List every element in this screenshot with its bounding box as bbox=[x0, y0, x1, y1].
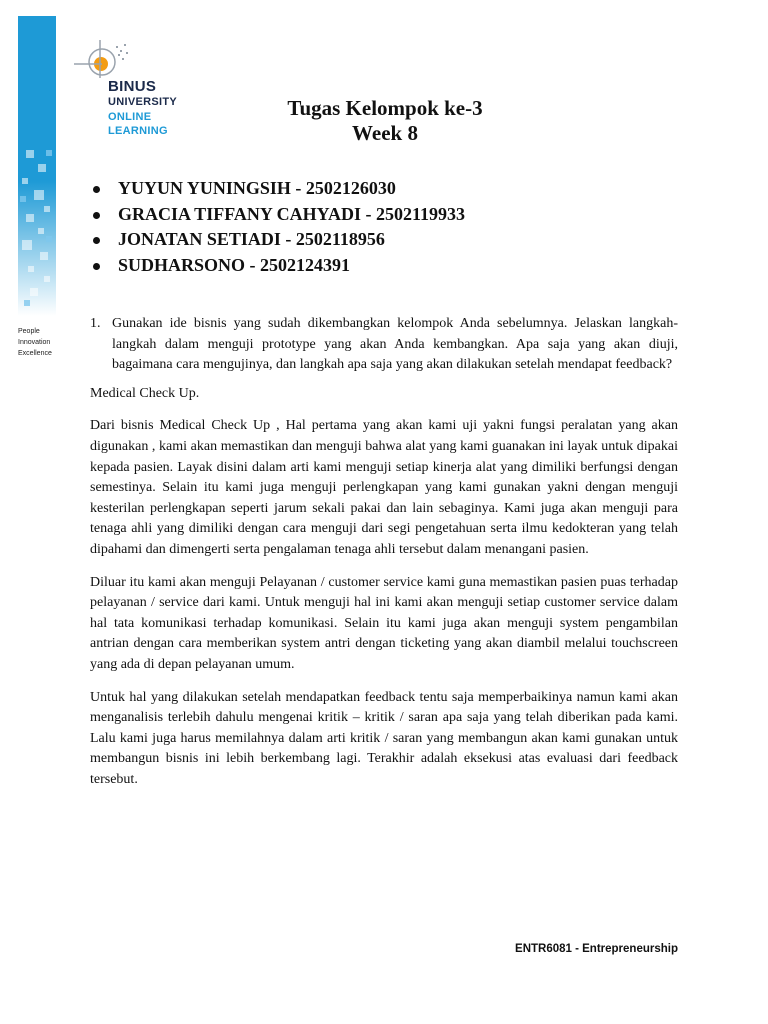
document-title bbox=[190, 96, 580, 146]
answer-paragraph: Diluar itu kami akan menguji Pelayanan / customer service kami guna memastikan pasien puas terhadap pelayanan / service dari kami. Untuk menguji hal ini kami akan menguji setiap customer service dalam hal tata komunikasi terhadap komunikasi. Selain itu kami juga akan menguji system pengambilan antrian dengan cara memberikan system antri dengan ticketing yang akan diambil melalui touchscreen yang ada di depan pelayanan umum. bbox=[90, 574, 678, 672]
footer-course: ENTR6081 - Entrepreneurship bbox=[515, 943, 678, 955]
page-subtitle: Week 8 bbox=[352, 121, 418, 145]
document-body bbox=[90, 314, 678, 802]
binus-logo bbox=[70, 38, 190, 142]
logo-text-learning: LEARNING bbox=[108, 125, 168, 137]
question-text: Gunakan ide bisnis yang sudah dikembangkan kelompok Anda sebelumnya. Jelaskan langkah-langkah dalam menguji prototype yang akan Anda kembangkan. Apa saja yang akan diuji, bagaimana cara mengujinya, dan langkah apa saja yang akan dilakukan setelah mendapat feedback? bbox=[112, 316, 678, 373]
question-number: 1. bbox=[90, 316, 101, 331]
logo-text-university: UNIVERSITY bbox=[108, 96, 178, 108]
decorative-side-strip bbox=[0, 0, 56, 1024]
answer-heading: Medical Check Up. bbox=[90, 385, 200, 401]
logo-text-online: ONLINE bbox=[108, 111, 152, 123]
logo-text-binus: BINUS bbox=[108, 78, 157, 95]
tagline-innovation: Innovation bbox=[18, 339, 51, 346]
tagline bbox=[18, 326, 68, 359]
page-title: Tugas Kelompok ke-3 bbox=[287, 96, 483, 120]
member-list bbox=[90, 176, 465, 278]
list-item: JONATAN SETIADI - 2502118956 bbox=[90, 227, 465, 253]
binus-emblem-icon bbox=[72, 38, 132, 82]
list-item: GRACIA TIFFANY CAHYADI - 2502119933 bbox=[90, 202, 465, 228]
question bbox=[90, 314, 678, 376]
answer-paragraph: Dari bisnis Medical Check Up , Hal pertama yang akan kami uji yakni fungsi peralatan yang akan digunakan , kami akan memastikan dan menguji bahwa alat yang kami guanakan ini layak untuk dipakai kepada pasien. Layak disini dalam arti kami menguji setiap kinerja alat yang dimiliki berfungsi dengan semestinya. Selain itu kami juga menguji perlengkapan yang kami gunakan yakni dengan menguji kesterilan perlengkapan seperti jarum sekali pakai dan lain sebaginya. Kami juga akan menguji para tenaga ahli yang dimiliki dengan cara menguji dari segi pengetahuan serta ilmu kedokteran yang telah dipahami dan dimengerti serta pengalaman tenaga ahli tersebut dalam menangani pasien. bbox=[90, 418, 678, 557]
tagline-excellence: Excellence bbox=[18, 350, 52, 357]
list-item: YUYUN YUNINGSIH - 2502126030 bbox=[90, 176, 465, 202]
answer-paragraph: Untuk hal yang dilakukan setelah mendapatkan feedback tentu saja memperbaikinya namun kami akan menganalisis terlebih dahulu mengenai kritik – kritik / saran apa saja yang telah diberikan pada kami. Lalu kami juga harus memilahnya dalam arti kritik / saran yang membangun akan kami gunakan untuk membangun bisnis ini lebih berkembang lagi. Terakhir adalah eksekusi atas evaluasi dari feedback tersebut. bbox=[90, 689, 678, 787]
list-item: SUDHARSONO - 2502124391 bbox=[90, 253, 465, 279]
tagline-people: People bbox=[18, 328, 40, 335]
